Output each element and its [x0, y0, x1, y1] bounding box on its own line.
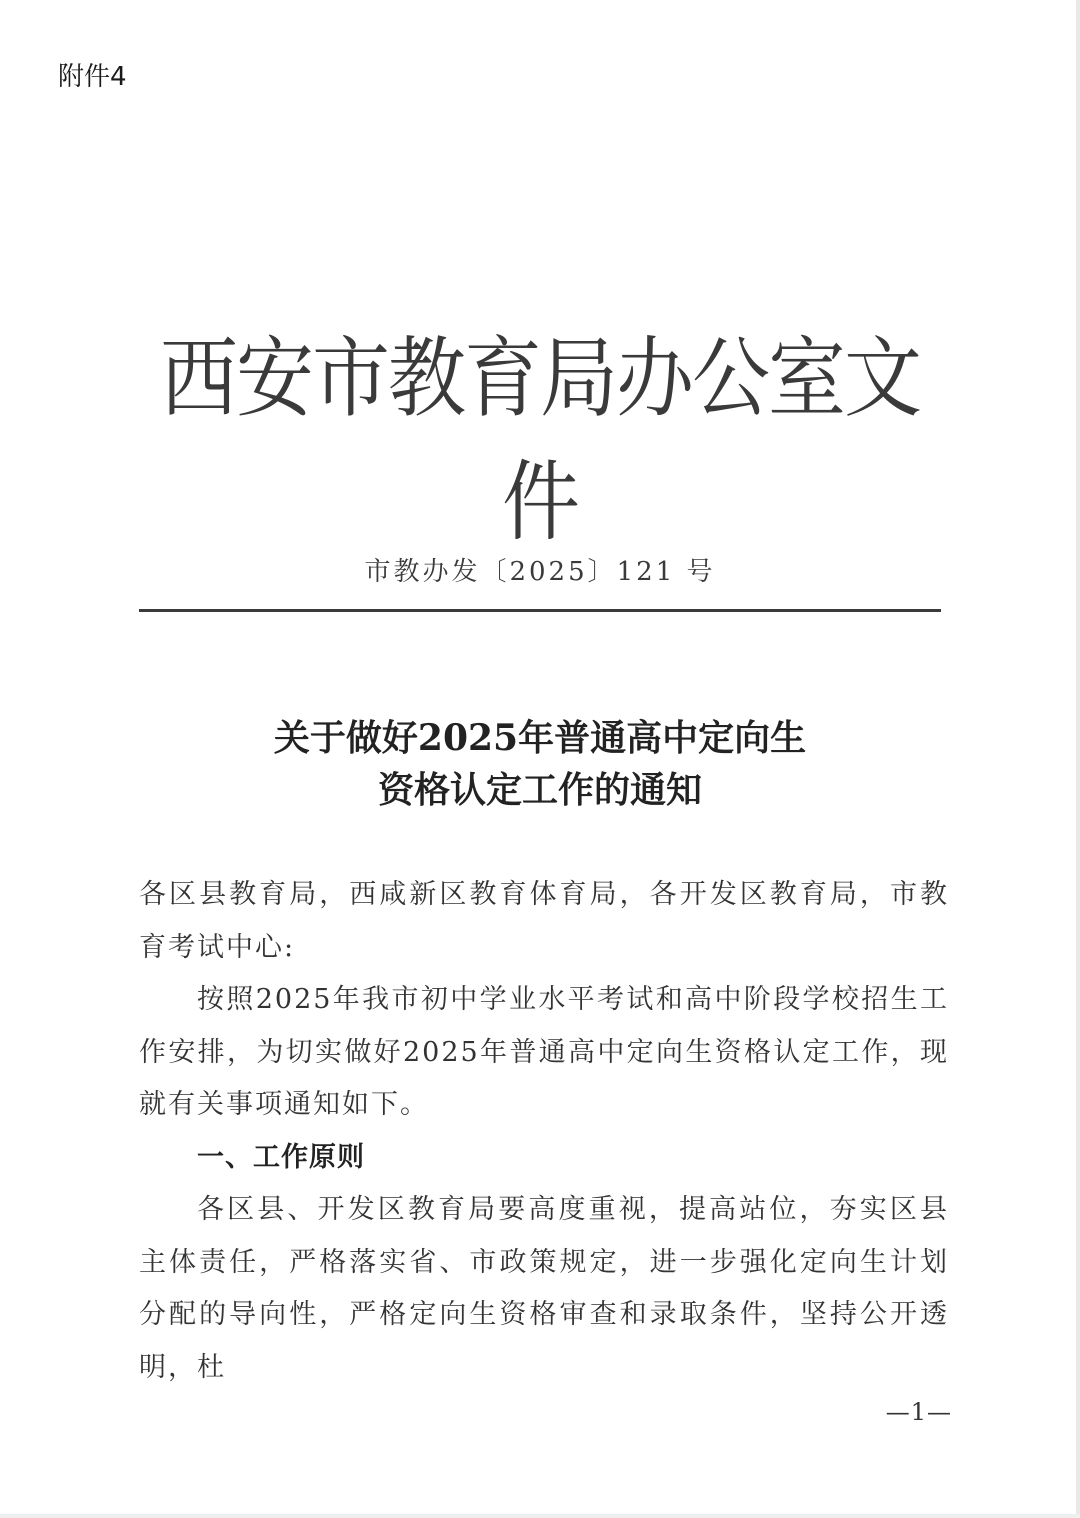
page-number: —1— [885, 1398, 952, 1426]
attachment-label: 附件4 [58, 62, 127, 92]
document-masthead: 西安市教育局办公室文件 [159, 329, 920, 554]
notice-title [140, 712, 940, 816]
document-number: 市教办发〔2025〕121 号 [364, 557, 716, 587]
document-body [139, 869, 949, 1394]
salutation: 各区县教育局，西咸新区教育体育局，各开发区教育局，市教育考试中心: [139, 879, 949, 963]
intro-paragraph: 按照2025年我市初中学业水平考试和高中阶段学校招生工作安排，为切实做好2025年普通高中定向生资格认定工作，现就有关事项通知如下。 [139, 984, 949, 1120]
notice-title-line-1: 关于做好2025年普通高中定向生 [273, 717, 807, 759]
page-edge-right [1076, 0, 1080, 1518]
page-edge-bottom [0, 1514, 1080, 1518]
notice-title-line-2: 资格认定工作的通知 [377, 769, 702, 811]
section-paragraph: 各区县、开发区教育局要高度重视，提高站位，夯实区县主体责任，严格落实省、市政策规定，进一步强化定向生计划分配的导向性，严格定向生资格审查和录取条件，坚持公开透明，杜 [139, 1194, 949, 1383]
section-heading: 一、工作原则 [197, 1141, 365, 1173]
separator-line [139, 609, 941, 612]
